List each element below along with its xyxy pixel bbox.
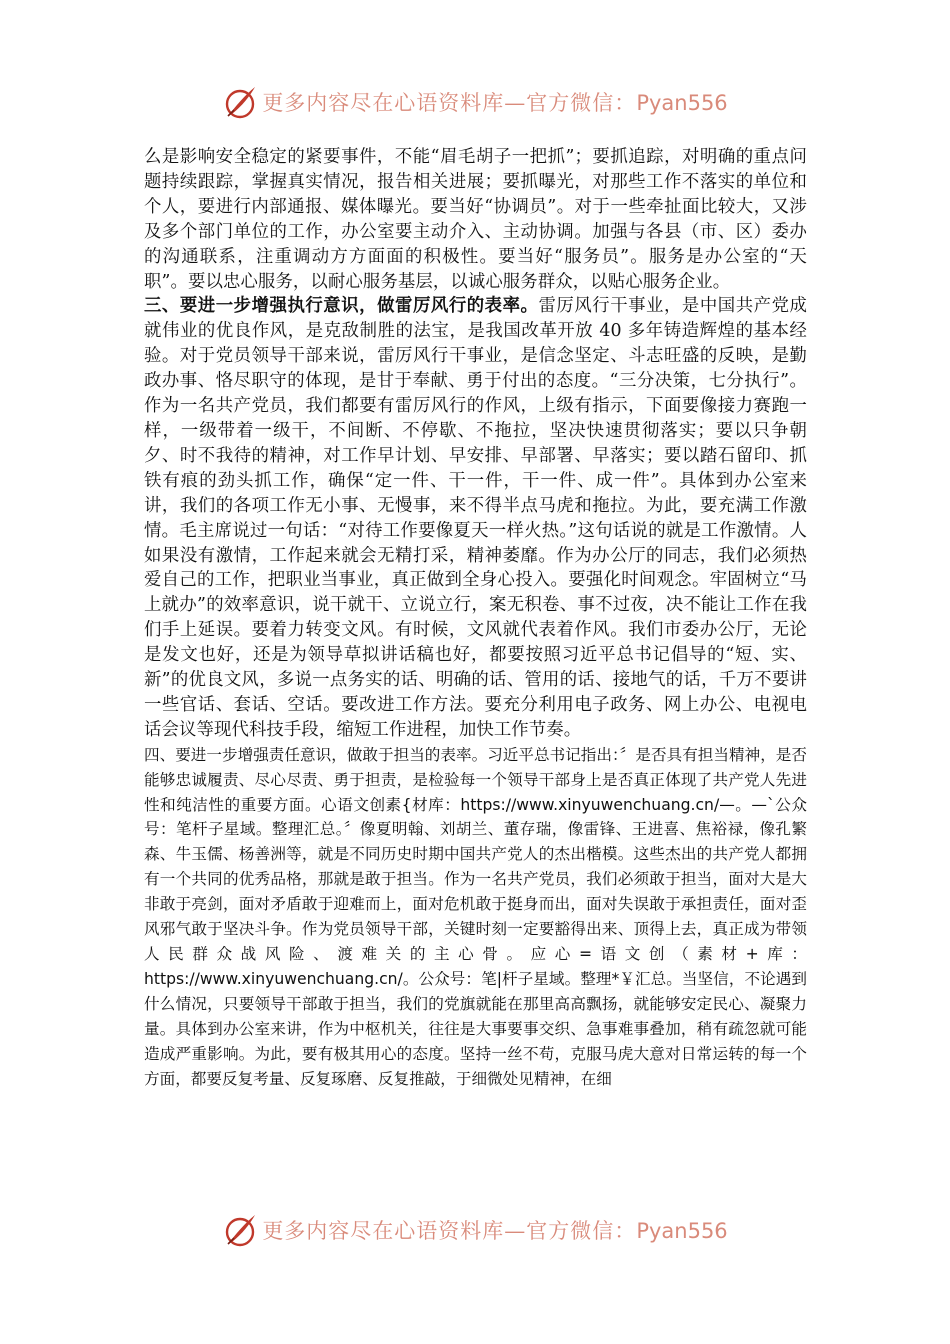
banner-text: 更多内容尽在心语资料库—官方微信：Pyan556 xyxy=(262,1219,728,1243)
section-3-body: 雷厉风行干事业，是中国共产党成就伟业的优良作风，是克敌制胜的法宝，是我国改革开放 40 多年铸造辉煌的基本经验。对于党员领导干部来说，雷厉风行干事业，是信念坚定、斗志旺盛的反映，是勤政办事、恪尽职守的体现，是甘于奉献、勇于付出的态度。“三分决策，七分执行”。作为一名共产党员，我们都要有雷厉风行的作风，上级有指示，下面要像接力赛跑一样，一级带着一级干，不间断、不停歇、不拖拉，坚决快速贯彻落实；要以只争朝夕、时不我待的精神，对工作早计划、早安排、早部署、早落实；要以踏石留印、抓铁有痕的劲头抓工作，确保“定一件、干一件，干一件、成一件”。具体到办公室来讲，我们的各项工作无小事、无慢事，来不得半点马虎和拖拉。为此，要充满工作激情。毛主席说过一句话：“对待工作要像夏天一样火热。”这句话说的就是工作激情。人如果没有激情，工作起来就会无精打采，精神萎靡。作为办公厅的同志，我们必须热爱自己的工作，把职业当事业，真正做到全身心投入。要强化时间观念。牢固树立“马上就办”的效率意识，说干就干、立说立行，案无积卷、事不过夜，决不能让工作在我们手上延误。要着力转变文风。有时候，文风就代表着作风。我们市委办公厅，无论是发文也好，还是为领导草拟讲话稿也好，都要按照习近平总书记倡导的“短、实、新”的优良文风，多说一点务实的话、明确的话、管用的话、接地气的话，千万不要讲一些官话、套话、空话。要改进工作方法。要充分利用电子政务、网上办公、电视电话会议等现代科技手段，缩短工作进程，加快工作节奏。 xyxy=(144,296,807,740)
feather-pen-logo-icon xyxy=(222,1212,258,1248)
section-3-heading: 三、要进一步增强执行意识，做雷厉风行的表率。 xyxy=(144,296,539,317)
section-4-paragraph: 四、要进一步增强责任意识，做敢于担当的表率。习近平总书记指出：〞是否具有担当精神，是否能够忠诚履责、尽心尽责、勇于担责，是检验每一个领导干部身上是否真正体现了共产党人先进性和纯洁性的重要方面。心语文创素{材库：https://www.xinyuwenchuang.cn/—。—`公众号：笔杆子星域。整理汇总。〞像夏明翰、刘胡兰、董存瑞，像雷锋、王进喜、焦裕禄，像孔繁森、牛玉儒、杨善洲等，就是不同历史时期中国共产党人的杰出楷模。这些杰出的共产党人都拥有一个共同的优秀品格，那就是敢于担当。作为一名共产党员，我们必须敢于担当，面对大是大非敢于亮剑，面对矛盾敢于迎难而上，面对危机敢于挺身而出，面对失误敢于承担责任，面对歪风邪气敢于坚决斗争。作为党员领导干部，关键时刻一定要豁得出来、顶得上去，真正成为带领人民群众战风险、渡难关的主心骨。应心=语文创（素材+库：https://www.xinyuwenchuang.cn/。公众号：笔|杆子星域。整理*￥汇总。当坚信，不论遇到什么情况，只要领导干部敢于担当，我们的党旗就能在那里高高飘扬，就能够安定民心、凝聚力量。具体到办公室来讲，作为中枢机关，往往是大事要事交织、急事难事叠加，稍有疏忽就可能造成严重影响。为此，要有极其用心的态度。坚持一丝不苟，克服马虎大意对日常运转的每一个方面，都要反复考量、反复琢磨、反复推敲，于细微处见精神，在细 xyxy=(144,745,807,1088)
feather-pen-logo-icon xyxy=(222,84,258,120)
banner-text: 更多内容尽在心语资料库—官方微信：Pyan556 xyxy=(262,91,728,115)
footer-banner xyxy=(0,1208,950,1252)
section-3-paragraph xyxy=(144,294,807,742)
document-body xyxy=(144,145,807,1091)
section-2-tail-paragraph: 么是影响安全稳定的紧要事件，不能“眉毛胡子一把抓”；要抓追踪，对明确的重点问题持续跟踪，掌握真实情况，报告相关进展；要抓曝光，对那些工作不落实的单位和个人，要进行内部通报、媒体曝光。要当好“协调员”。对于一些牵扯面比较大，又涉及多个部门单位的工作，办公室要主动介入、主动协调。加强与各县（市、区）委办的沟通联系，注重调动方方面面的积极性。要当好“服务员”。服务是办公室的“天职”。要以忠心服务，以耐心服务基层，以诚心服务群众，以贴心服务企业。 xyxy=(144,147,807,292)
header-banner xyxy=(0,80,950,124)
